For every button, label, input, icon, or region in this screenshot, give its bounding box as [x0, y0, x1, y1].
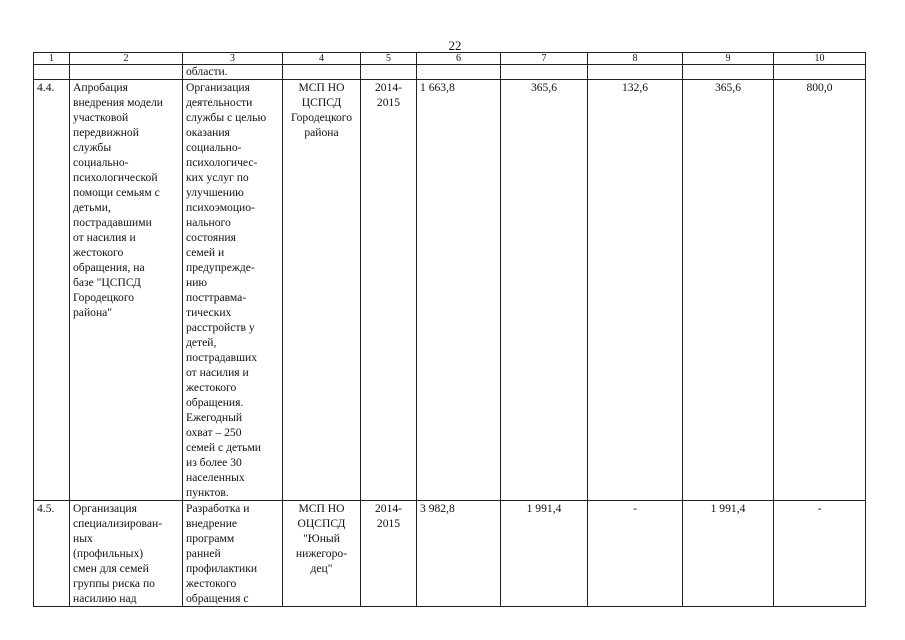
page-number: 22: [448, 38, 462, 53]
column-header: 1: [34, 53, 70, 65]
column-header: 2: [70, 53, 183, 65]
measure-description: Организация деятельности службы с целью оказания социально- психологичес- ких услуг по улучшению психоэмоцио- нального состояния семей и предупрежде- нию посттравма- тических расстройств у детей, пострадавших от насилия и жестокого обращения. Ежегодный охват – 250 семей с детьми из более 30 населенных пунктов.: [183, 80, 283, 501]
column-header: 8: [588, 53, 683, 65]
amount-col10: 800,0: [774, 80, 866, 501]
column-header: 9: [683, 53, 774, 65]
executor: МСП НО ЦСПСД Городецкого района: [283, 80, 361, 501]
amount-col7: 1 991,4: [501, 501, 588, 607]
period: 2014- 2015: [361, 501, 417, 607]
column-header: 7: [501, 53, 588, 65]
column-header: 4: [283, 53, 361, 65]
row-number: 4.5.: [34, 501, 70, 607]
period: 2014- 2015: [361, 80, 417, 501]
program-table: [33, 52, 866, 607]
measure-name: Организация специализирован- ных (профильных) смен для семей группы риска по насилию над: [70, 501, 183, 607]
continuation-text: области.: [183, 65, 283, 80]
amount-col10: -: [774, 501, 866, 607]
amount-col8: 132,6: [588, 80, 683, 501]
row-number: 4.4.: [34, 80, 70, 501]
measure-description: Разработка и внедрение программ ранней профилактики жестокого обращения с: [183, 501, 283, 607]
executor: МСП НО ОЦСПСД "Юный нижегоро- дец": [283, 501, 361, 607]
amount-col9: 365,6: [683, 80, 774, 501]
amount-col9: 1 991,4: [683, 501, 774, 607]
column-header: 6: [417, 53, 501, 65]
amount-col7: 365,6: [501, 80, 588, 501]
amount-col8: -: [588, 501, 683, 607]
table-row: [34, 501, 866, 607]
measure-name: Апробация внедрения модели участковой передвижной службы социально- психологической помощи семьям с детьми, пострадавшими от насилия и жестокого обращения, на базе "ЦСПСД Городецкого района": [70, 80, 183, 501]
continuation-row: [34, 65, 866, 80]
total-amount: 1 663,8: [417, 80, 501, 501]
column-number-row: [34, 53, 866, 65]
column-header: 10: [774, 53, 866, 65]
table-row: [34, 80, 866, 501]
column-header: 3: [183, 53, 283, 65]
column-header: 5: [361, 53, 417, 65]
total-amount: 3 982,8: [417, 501, 501, 607]
